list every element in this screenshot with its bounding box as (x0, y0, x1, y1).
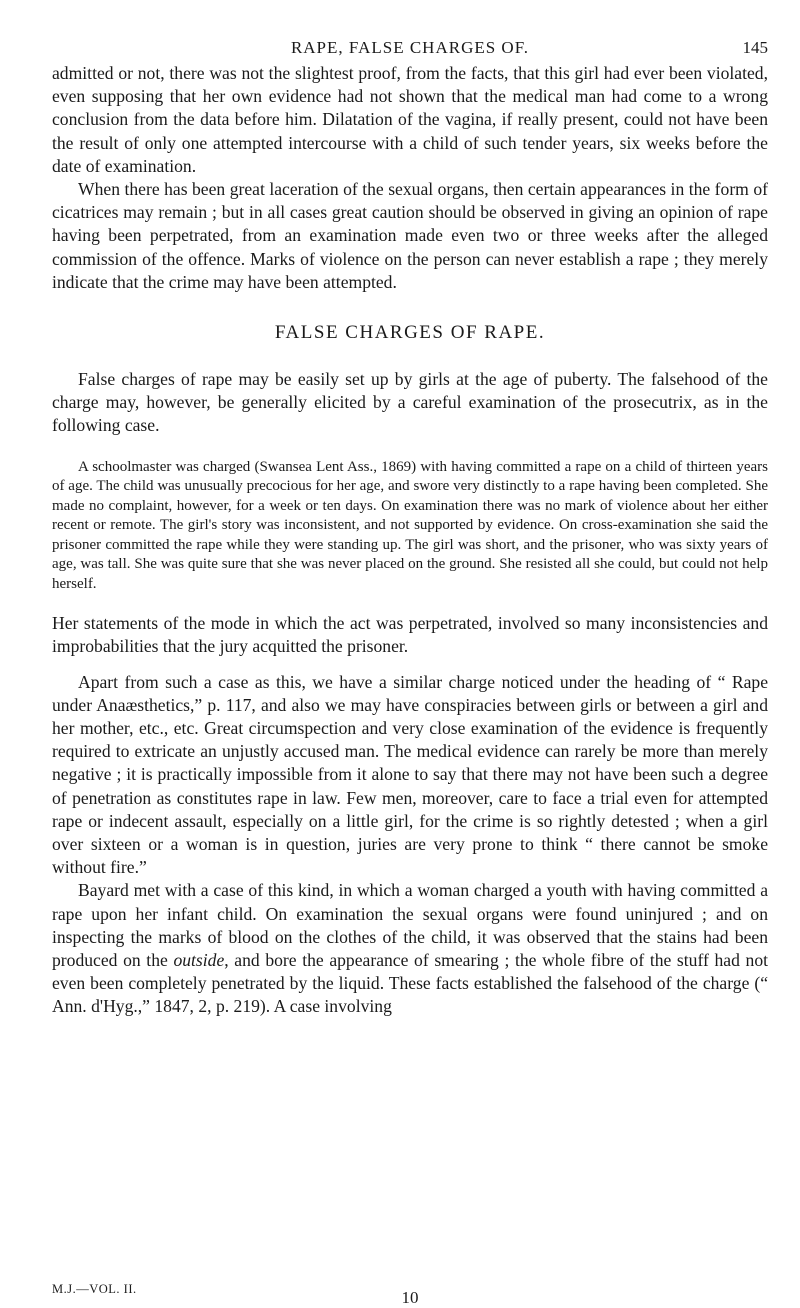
section-heading: FALSE CHARGES OF RAPE. (274, 322, 546, 344)
running-title: RAPE, FALSE CHARGES OF. (290, 38, 530, 57)
paragraph-continuation: admitted or not, there was not the slightest proof, from the facts, that this girl had ever been violated, even supposing that her own evidence had not shown that the medical man had come to a wrong conclusion from the data before him. Dilatation of the vagina, if really present, could not have been the result of only one attempted intercourse with a child of such tender years, six weeks before the date of examination. (52, 63, 768, 176)
paragraph-bayard (52, 879, 768, 1018)
bayard-text-end: , and bore the appearance of smearing ; the whole fibre of the stuff had not even been completely penetrated by the liquid. These facts established the falsehood of the charge (“ Ann. d'Hyg.,” 1847, 2, p. 219). A case involving (52, 949, 769, 1017)
sheet-number: 10 (401, 1288, 419, 1307)
paragraph-circumspection: Apart from such a case as this, we have a similar charge noticed under the heading of “ Rape under Anaæsthetics,” p. 117, and also we may have conspiracies between girls or between a girl and her mother, etc., etc. Great circumspection and very close examination of the evidence is frequently required to extricate an unjustly accused man. The medical evidence can rarely be more than merely negative ; it is practically impossible from it alone to say that there may not have been such a degree of penetration as constitutes rape in law. Few men, moreover, care to face a trial even for attempted rape or indecent assault, especially on a little girl, for the crime is so rightly detested ; when a girl over sixteen or a woman is in question, juries are very prone to think “ there cannot be smoke without fire.” (52, 671, 768, 878)
page-footer (52, 1282, 768, 1307)
bayard-text-start: Bayard met with a case of this kind, in which a woman charged a youth with having committed a rape upon her infant child. On examination the sexual organs were found uninjured ; and on inspecting the marks of blood on the clothes of the child, it was observed that the stains had been produced on the (52, 880, 768, 970)
paragraph-statements: Her statements of the mode in which the act was perpetrated, involved so many inconsistencies and improbabilities that the jury acquitted the prisoner. (52, 613, 768, 657)
book-page (52, 28, 769, 1307)
page-number: 145 (742, 38, 768, 57)
bayard-text-italic: outside (173, 949, 225, 970)
signature-mark: M.J.—VOL. II. (52, 1282, 137, 1296)
case-report: A schoolmaster was charged (Swansea Lent Ass., 1869) with having committed a rape on a child of thirteen years of age. The child was unusually precocious for her age, and swore very distinctly to a rape having been completed. She made no complaint, however, for a week or ten days. On examination there was no mark of violence about her either recent or remote. The girl's story was inconsistent, and not supported by evidence. On cross-examination she said the prisoner committed the rape while they were standing up. The girl was short, and the prisoner, who was sixty years of age, was tall. She was quite sure that she was never placed on the ground. She resisted all she could, but could not help herself. (52, 458, 768, 592)
paragraph-false-charges: False charges of rape may be easily set up by girls at the age of puberty. The falsehood of the charge may, however, be generally elicited by a careful examination of the prosecutrix, as in the following case. (52, 369, 768, 436)
page-header (52, 28, 768, 62)
paragraph-laceration: When there has been great laceration of the sexual organs, then certain appearances in the form of cicatrices may remain ; but in all cases great caution should be observed in giving an opinion of rape having been perpetrated, from an examination made even two or three weeks after the alleged commission of the offence. Marks of violence on the person can never establish a rape ; they merely indicate that the crime may have been attempted. (52, 179, 768, 292)
